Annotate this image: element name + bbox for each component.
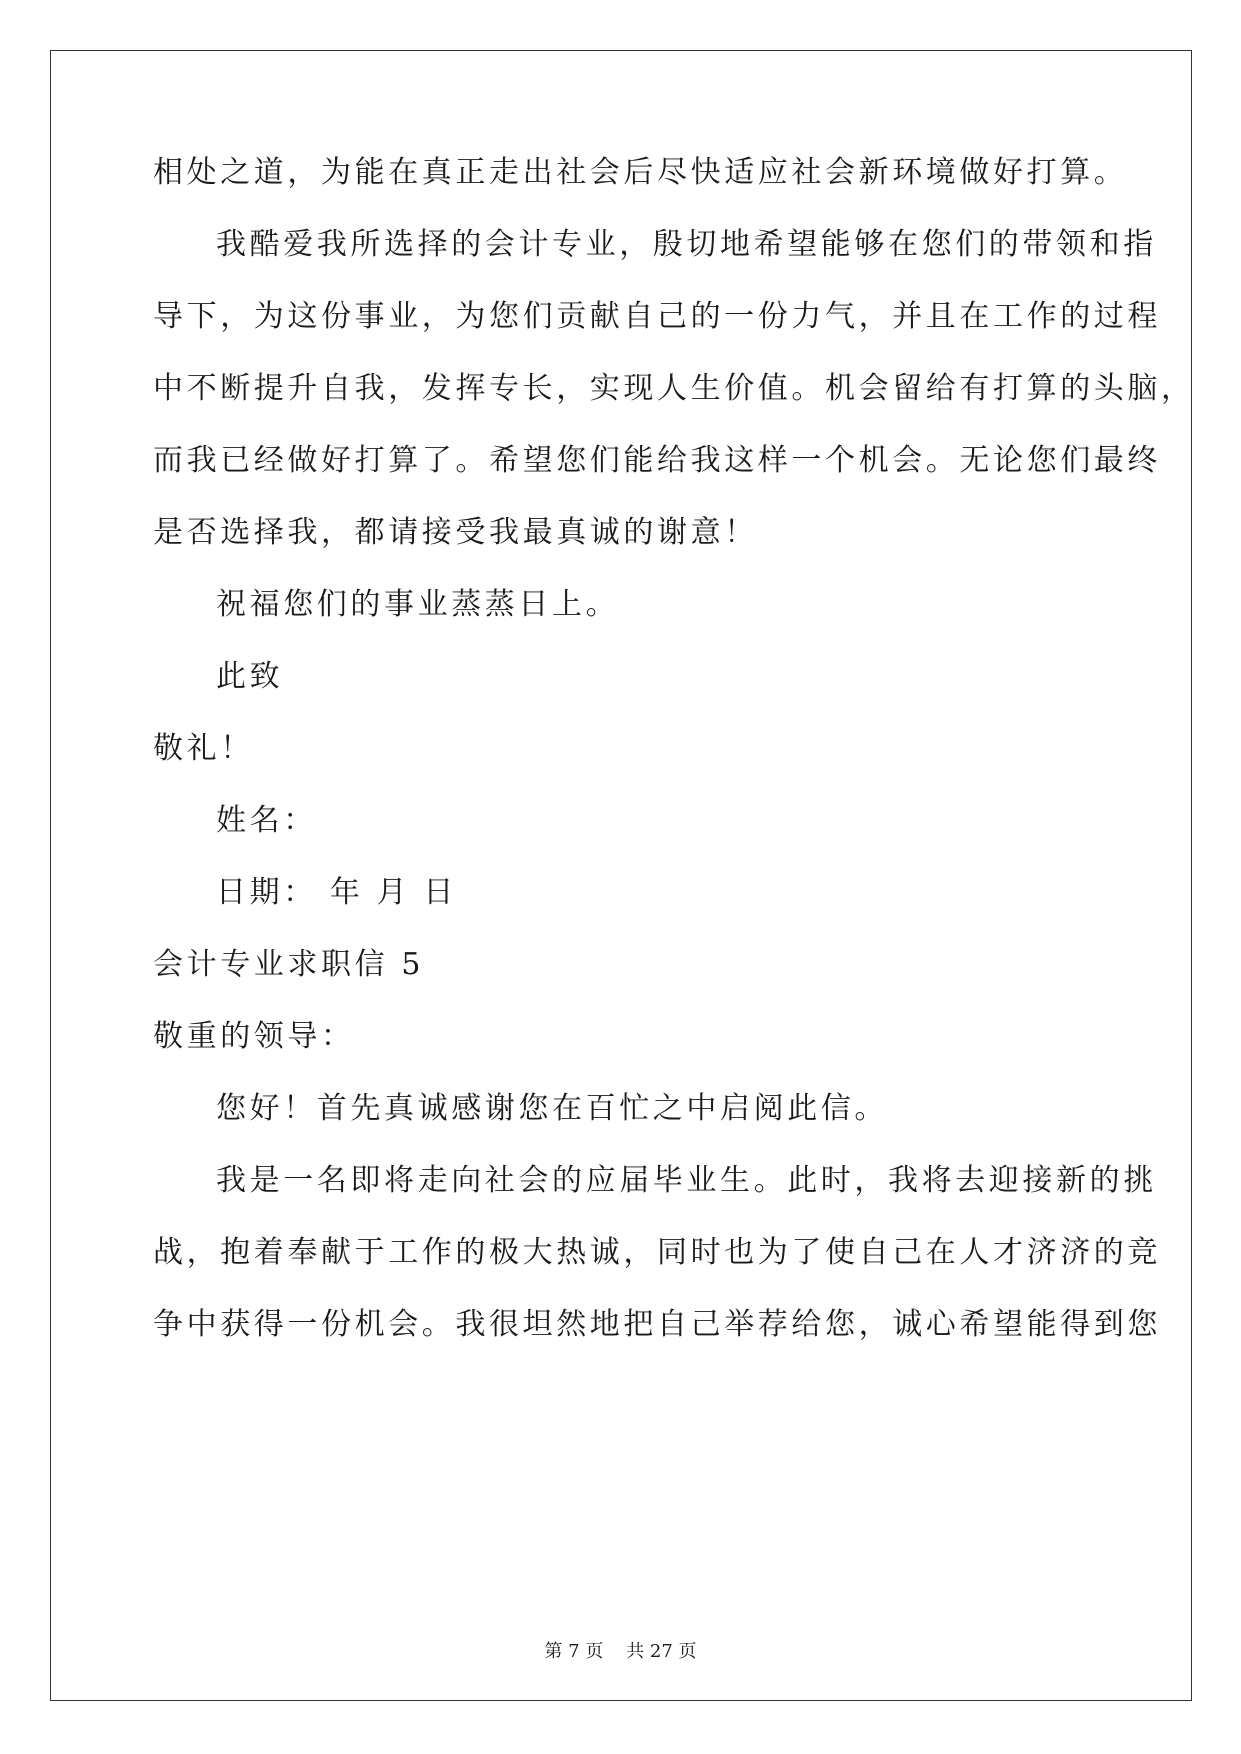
text-line: 我酷爱我所选择的会计专业，殷切地希望能够在您们的带领和指 — [216, 227, 1157, 262]
text-line: 中不断提升自我，发挥专长，实现人生价值。机会留给有打算的头脑， — [153, 371, 1195, 406]
text-line: 而我已经做好打算了。希望您们能给我这样一个机会。无论您们最终 — [153, 443, 1161, 478]
text-line: 祝福您们的事业蒸蒸日上。 — [216, 587, 620, 622]
text-line: 您好！首先真诚感谢您在百忙之中启阅此信。 — [216, 1091, 888, 1126]
text-line: 战，抱着奉献于工作的极大热诚，同时也为了使自己在人才济济的竞 — [153, 1235, 1161, 1270]
greeting-line: 敬重的领导： — [153, 1019, 355, 1054]
date-field-label: 日期： 年 月 日 — [216, 875, 458, 910]
closing-line: 此致 — [216, 659, 284, 694]
salute-line: 敬礼！ — [153, 731, 254, 766]
text-line: 争中获得一份机会。我很坦然地把自己举荐给您，诚心希望能得到您 — [153, 1307, 1161, 1342]
page-footer — [0, 1640, 1241, 1664]
page-number-label: 第 7 页 共 27 页 — [544, 1641, 697, 1662]
section-title: 会计专业求职信 5 — [153, 947, 425, 982]
text-line: 相处之道，为能在真正走出社会后尽快适应社会新环境做好打算。 — [153, 155, 1128, 190]
name-field-label: 姓名： — [216, 803, 317, 838]
text-line: 我是一名即将走向社会的应届毕业生。此时，我将去迎接新的挑 — [216, 1163, 1157, 1198]
text-line: 导下，为这份事业，为您们贡献自己的一份力气，并且在工作的过程 — [153, 299, 1161, 334]
text-line: 是否选择我，都请接受我最真诚的谢意！ — [153, 515, 758, 550]
